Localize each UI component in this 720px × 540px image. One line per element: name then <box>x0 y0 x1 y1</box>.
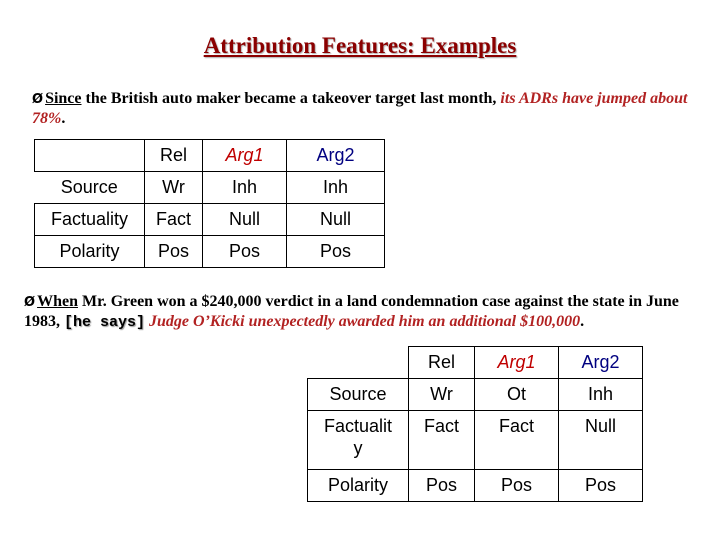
table-row <box>308 470 643 502</box>
header-arg1: Arg1 <box>203 140 287 172</box>
table-cell: Fact <box>409 411 475 470</box>
example1-text <box>32 89 692 128</box>
table-cell: Pos <box>203 236 287 268</box>
header-rel: Rel <box>409 347 475 379</box>
table-cell: Null <box>287 204 385 236</box>
example2-keyword: When <box>37 293 78 310</box>
page-title: Attribution Features: Examples <box>203 33 517 58</box>
he-says-marker: [he says] <box>64 314 146 331</box>
example2-red-text: Judge O’Kicki unexpectedly awarded him an additional $100,000 <box>145 313 581 330</box>
example1-plain-text: the British auto maker became a takeover target last month, <box>81 90 501 107</box>
row-label: Source <box>308 379 409 411</box>
example2-plain-text: Mr. Green won a $240,000 verdict in a land condemnation case against the state in June 1983, <box>24 293 679 330</box>
table-cell: Pos <box>559 470 643 502</box>
row-label: Polarity <box>308 470 409 502</box>
table-cell: Inh <box>559 379 643 411</box>
table-cell: Null <box>559 411 643 470</box>
row-label: Factualit y <box>308 411 409 470</box>
row-label: Polarity <box>35 236 145 268</box>
bullet-arrow-icon: Ø <box>32 92 44 107</box>
table-row <box>308 411 643 470</box>
header-arg1: Arg1 <box>475 347 559 379</box>
table-cell: Pos <box>409 470 475 502</box>
table-cell: Pos <box>475 470 559 502</box>
table-cell: Inh <box>203 172 287 204</box>
example1-keyword: Since <box>45 90 82 107</box>
table-row <box>35 172 385 204</box>
example1-table <box>34 139 385 268</box>
table-row <box>35 204 385 236</box>
row-label: Factuality <box>35 204 145 236</box>
table-cell: Fact <box>145 204 203 236</box>
row-label: Source <box>60 177 118 197</box>
header-rel: Rel <box>145 140 203 172</box>
example1-end-text: . <box>61 110 66 127</box>
example1-red-text: its ADRs have jumped about 78% <box>32 90 688 127</box>
table-cell: Null <box>203 204 287 236</box>
table-header-row <box>35 140 385 172</box>
header-cell <box>35 140 145 172</box>
header-cell <box>308 347 409 379</box>
table-cell: Pos <box>287 236 385 268</box>
table-cell: Wr <box>145 172 203 204</box>
table-cell: Wr <box>409 379 475 411</box>
table-cell: Fact <box>475 411 559 470</box>
example2-end-text: . <box>580 313 585 330</box>
header-arg2: Arg2 <box>559 347 643 379</box>
bullet-arrow-icon: Ø <box>24 295 36 310</box>
table-cell: Inh <box>287 172 385 204</box>
example2-table <box>307 346 643 502</box>
table-cell: Pos <box>145 236 203 268</box>
table-header-row <box>308 347 643 379</box>
table-row <box>35 236 385 268</box>
table-cell: Ot <box>475 379 559 411</box>
example2-text <box>24 292 696 332</box>
header-arg2: Arg2 <box>287 140 385 172</box>
table-row <box>308 379 643 411</box>
